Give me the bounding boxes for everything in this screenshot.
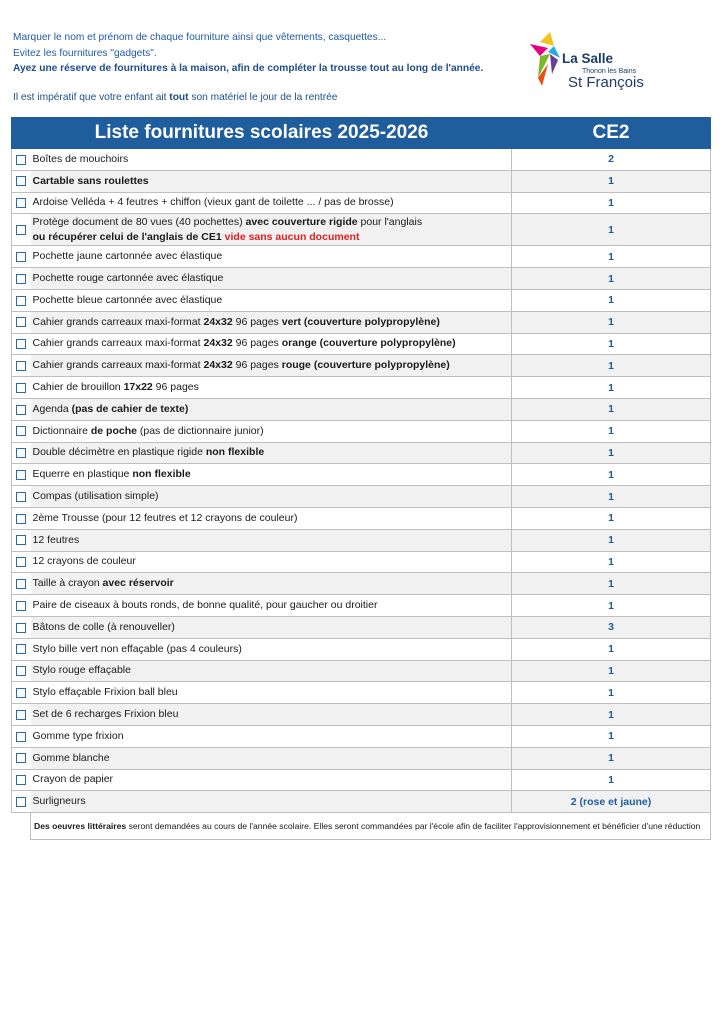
table-row [12,192,711,214]
checkbox[interactable] [16,448,26,458]
supply-item-text: 96 pages [232,315,282,328]
supply-item [31,311,512,333]
checkbox-cell [12,595,31,617]
supply-quantity: 1 [512,214,711,246]
checkbox-cell [12,551,31,573]
checkbox[interactable] [16,644,26,654]
table-row [12,791,711,813]
supply-quantity: 1 [512,442,711,464]
supply-item-text: Agenda [32,402,72,415]
supply-item-text: 96 pages [152,381,199,394]
table-row [12,420,711,442]
supply-quantity: 1 [512,747,711,769]
checkbox[interactable] [16,535,26,545]
logo-line-3: St François [568,74,644,91]
supply-item-text: Gomme blanche [32,751,110,764]
table-row [12,682,711,704]
table-row [12,725,711,747]
table-row [12,289,711,311]
supply-item-text: Crayon de papier [32,773,114,786]
supply-item-text: Boîtes de mouchoirs [32,152,129,165]
checkbox-cell [12,725,31,747]
supply-item-text: Equerre en plastique [32,468,133,481]
checkbox[interactable] [16,579,26,589]
supply-item [31,725,512,747]
supply-item [31,268,512,290]
supply-quantity: 1 [512,682,711,704]
supply-quantity: 1 [512,311,711,333]
supply-item [31,551,512,573]
supply-item [31,420,512,442]
supply-item [31,682,512,704]
table-row [12,268,711,290]
checkbox-cell [12,791,31,813]
table-row [12,638,711,660]
checkbox[interactable] [16,557,26,567]
supply-item-text: Stylo bille vert non effaçable (pas 4 couleurs) [32,642,242,655]
table-row [12,464,711,486]
intro-line-4-end: son matériel le jour de la rentrée [188,91,338,103]
checkbox[interactable] [16,710,26,720]
table-row [12,704,711,726]
checkbox[interactable] [16,317,26,327]
supply-item-text: pour l'anglais [357,215,423,228]
supply-item [31,192,512,214]
table-row [12,398,711,420]
intro-line-2: Evitez les fournitures "gadgets". [13,47,157,59]
supply-quantity: 1 [512,551,711,573]
checkbox-cell [12,268,31,290]
supply-quantity: 3 [512,616,711,638]
checkbox-cell [12,486,31,508]
checkbox-cell [12,355,31,377]
table-row [12,170,711,192]
supply-item [31,747,512,769]
supply-item [31,638,512,660]
checkbox[interactable] [16,405,26,415]
supplies-table [11,117,711,840]
supply-item-text: 12 crayons de couleur [32,555,136,568]
supply-item-text: Cahier grands carreaux maxi-format [32,315,204,328]
checkbox-cell [12,246,31,268]
supply-item-text: 2ème Trousse (pour 12 feutres et 12 crayons de couleur) [32,511,298,524]
table-row [12,747,711,769]
supply-quantity: 1 [512,268,711,290]
supply-quantity: 1 [512,507,711,529]
supply-item [31,398,512,420]
supply-item-text: avec couverture rigide [245,215,358,228]
supply-item-text: Pochette bleue cartonnée avec élastique [32,293,223,306]
table-row [12,595,711,617]
supply-item-text: de poche [90,424,137,437]
literature-note [31,813,711,840]
checkbox[interactable] [16,426,26,436]
checkbox-cell [12,769,31,791]
note-spacer [12,813,31,840]
logo-line-1: La Salle [562,51,614,66]
supply-item-text: ou récupérer celui de l'anglais de CE1 [32,230,225,243]
intro-line-3: Ayez une réserve de fournitures à la maison, afin de compléter la trousse tout au long de l'année. [13,63,484,74]
table-row [12,573,711,595]
supply-item [31,486,512,508]
supply-item [31,573,512,595]
supply-item-text: avec réservoir [102,577,174,590]
table-row [12,333,711,355]
supply-quantity: 1 [512,638,711,660]
supply-item [31,333,512,355]
supply-item-text: (pas de cahier de texte) [71,402,189,415]
supply-quantity: 1 [512,573,711,595]
checkbox-cell [12,377,31,399]
supply-item-text: Gomme type frixion [32,729,124,742]
checkbox[interactable] [16,252,26,262]
supply-quantity: 1 [512,725,711,747]
checkbox-cell [12,311,31,333]
supply-quantity: 1 [512,170,711,192]
checkbox[interactable] [16,514,26,524]
supply-item-text: non flexible [205,446,265,459]
checkbox-cell [12,333,31,355]
supply-item-text: orange (couverture polypropylène) [281,337,456,350]
supply-item-text: Pochette rouge cartonnée avec élastique [32,272,224,285]
supply-item-text: rouge (couverture polypropylène) [281,359,450,372]
supply-item-text: Dictionnaire [32,424,91,437]
supply-quantity: 1 [512,660,711,682]
table-row [12,660,711,682]
supply-quantity: 2 (rose et jaune) [512,791,711,813]
supply-quantity: 2 [512,149,711,171]
supply-item [31,791,512,813]
table-row [12,214,711,246]
supply-quantity: 1 [512,333,711,355]
supply-quantity: 1 [512,377,711,399]
supply-quantity: 1 [512,398,711,420]
checkbox-cell [12,420,31,442]
checkbox[interactable] [16,176,26,186]
supply-item-text: vide sans aucun document [224,230,360,243]
supply-quantity: 1 [512,420,711,442]
table-row [12,769,711,791]
intro-line-1: Marquer le nom et prénom de chaque fourniture ainsi que vêtements, casquettes... [13,32,387,43]
checkbox-cell [12,442,31,464]
supply-item [31,660,512,682]
checkbox[interactable] [16,155,26,165]
checkbox[interactable] [16,797,26,807]
supply-quantity: 1 [512,192,711,214]
supply-item [31,704,512,726]
note-row [12,813,711,840]
checkbox-cell [12,704,31,726]
checkbox[interactable] [16,666,26,676]
table-row [12,616,711,638]
supply-item [31,464,512,486]
supply-item [31,355,512,377]
supply-item-text: non flexible [132,468,191,481]
checkbox-cell [12,289,31,311]
checkbox[interactable] [16,688,26,698]
table-row [12,149,711,171]
supply-item [31,246,512,268]
checkbox[interactable] [16,383,26,393]
checkbox-cell [12,398,31,420]
supply-item-text: Bâtons de colle (à renouveller) [32,620,175,633]
supply-quantity: 1 [512,529,711,551]
supply-item-text: Taille à crayon [32,577,103,590]
supply-item-text: vert (couverture polypropylène) [281,315,440,328]
supply-item-text: Surligneurs [32,795,86,808]
checkbox[interactable] [16,274,26,284]
intro-notes [13,30,513,105]
logo-line-2: Thonon les Bains [582,68,637,75]
supply-quantity: 1 [512,704,711,726]
table-row [12,311,711,333]
supply-item-text: 96 pages [232,337,282,350]
supply-item [31,595,512,617]
literature-note-text: seront demandées au cours de l'année scolaire. Elles seront commandées par l'école afin de faciliter l'approvisionnement et bénéficier d'une réduction [126,821,701,832]
checkbox-cell [12,170,31,192]
table-row [12,377,711,399]
supply-item-text: Stylo effaçable Frixion ball bleu [32,686,178,699]
supply-item-text: 17x22 [123,381,153,394]
checkbox-cell [12,660,31,682]
checkbox-cell [12,638,31,660]
checkbox[interactable] [16,470,26,480]
checkbox[interactable] [16,601,26,611]
supply-item [31,529,512,551]
intro-line-4 [13,90,513,106]
checkbox-cell [12,149,31,171]
supply-item [31,170,512,192]
table-row [12,355,711,377]
checkbox-cell [12,529,31,551]
supply-item-text: Set de 6 recharges Frixion bleu [32,708,179,721]
checkbox[interactable] [16,225,26,235]
intro-line-4-emphasis: tout [169,91,189,103]
supply-item [31,214,512,246]
supply-item-text: 96 pages [232,359,282,372]
table-row [12,551,711,573]
intro-line-4-start: Il est impératif que votre enfant ait [13,91,170,103]
supply-item-text: 24x32 [203,315,233,328]
supply-item [31,149,512,171]
table-row [12,507,711,529]
supply-quantity: 1 [512,595,711,617]
checkbox-cell [12,192,31,214]
checkbox-cell [12,616,31,638]
checkbox[interactable] [16,753,26,763]
checkbox-cell [12,747,31,769]
supplies-rows [12,149,711,840]
checkbox[interactable] [16,775,26,785]
table-title: Liste fournitures scolaires 2025-2026 [12,118,512,149]
supply-item-text: Paire de ciseaux à bouts ronds, de bonne qualité, pour gaucher ou droitier [32,599,378,612]
school-logo [528,26,658,96]
supply-item [31,289,512,311]
literature-note-bold: Des oeuvres littéraires [34,821,127,832]
checkbox[interactable] [16,732,26,742]
checkbox-cell [12,464,31,486]
supply-quantity: 1 [512,246,711,268]
supply-quantity: 1 [512,486,711,508]
supply-quantity: 1 [512,769,711,791]
supply-quantity: 1 [512,289,711,311]
supply-item [31,616,512,638]
supply-quantity: 1 [512,355,711,377]
supply-item-text: Stylo rouge effaçable [32,664,131,677]
checkbox-cell [12,682,31,704]
supply-item-text: Cahier de brouillon [32,381,124,394]
supply-item-text: Pochette jaune cartonnée avec élastique [32,250,223,263]
class-header: CE2 [512,118,711,149]
supply-item-text: 24x32 [203,359,233,372]
supply-item [31,507,512,529]
supply-item-text: Cahier grands carreaux maxi-format [32,359,204,372]
supply-item [31,377,512,399]
supply-item-text: 12 feutres [32,533,80,546]
supply-item-text: (pas de dictionnaire junior) [136,424,264,437]
checkbox[interactable] [16,361,26,371]
checkbox-cell [12,573,31,595]
checkbox[interactable] [16,623,26,633]
supply-item-text: Compas (utilisation simple) [32,490,159,503]
star-logo-icon [528,30,562,86]
supply-item-text: Cartable sans roulettes [32,174,149,187]
table-row [12,246,711,268]
checkbox-cell [12,507,31,529]
checkbox[interactable] [16,492,26,502]
supply-item-text: Cahier grands carreaux maxi-format [32,337,204,350]
checkbox[interactable] [16,296,26,306]
checkbox[interactable] [16,198,26,208]
supply-item-text: Double décimètre en plastique rigide [32,446,206,459]
supply-item-text: Ardoise Velléda + 4 feutres + chiffon (vieux gant de toilette ... / pas de brosse) [32,196,394,209]
checkbox-cell [12,214,31,246]
supply-item [31,769,512,791]
checkbox[interactable] [16,339,26,349]
table-row [12,486,711,508]
supply-quantity: 1 [512,464,711,486]
table-row [12,529,711,551]
table-row [12,442,711,464]
supply-item-text: 24x32 [203,337,233,350]
supply-item [31,442,512,464]
supply-item-text: Protège document de 80 vues (40 pochettes) [32,215,246,228]
